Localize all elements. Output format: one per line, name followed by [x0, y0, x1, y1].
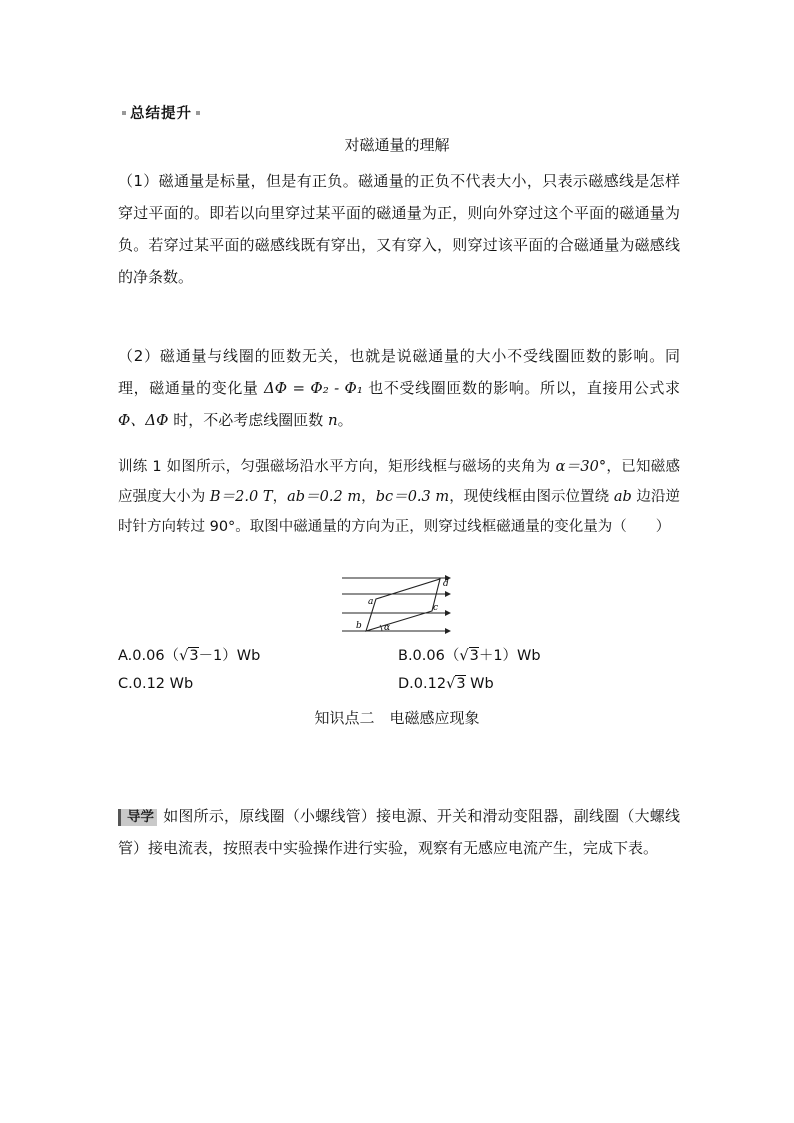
- summary-label: 总结提升: [130, 106, 192, 122]
- bc-length: bc＝0.3 m: [375, 489, 450, 505]
- option-text: ＋1）Wb: [478, 648, 541, 664]
- square-bullet-icon: [122, 111, 126, 115]
- sqrt-icon: √: [446, 676, 456, 692]
- option-text: C.0.12 Wb: [118, 676, 194, 692]
- turns-symbol: n: [327, 411, 338, 429]
- paragraph-text: 磁通量是标量，但是有正负。磁通量的正负不代表大小，只表示磁感线是怎样穿过平面的。即若以向里穿过某平面的磁通量为正，则向外穿过这个平面的磁通量为负。若穿过某平面的磁感线既有穿出，又有穿入，则穿过该平面的合磁通量为磁感线的净条数。: [118, 172, 680, 286]
- paragraph-number: （1）: [118, 172, 159, 190]
- exercise-text: ，现使线框由图示位置绕: [449, 489, 614, 505]
- option-text: B.0.06（: [398, 648, 460, 664]
- guide-badge: 导学: [118, 809, 157, 826]
- square-bullet-icon: [196, 111, 200, 115]
- coil-in-field-diagram: [340, 573, 455, 635]
- knowledge-point-title: 知识点二 电磁感应现象: [314, 709, 480, 727]
- exercise-text: 如图所示，匀强磁场沿水平方向，矩形线框与磁场的夹角为: [166, 459, 556, 475]
- exercise-text: 边沿逆时针方向转过 90°。取图中磁通量的方向为正，则穿过线框磁通量的变化量为（ ）: [118, 489, 681, 535]
- flux-change-formula: ΔΦ = Φ₂ - Φ₁: [263, 379, 363, 397]
- section-heading: 对磁通量的理解: [344, 136, 450, 154]
- radicand: 3: [189, 648, 199, 664]
- angle-value: α＝30°: [555, 459, 607, 475]
- exercise-label: 训练 1: [118, 459, 162, 475]
- paragraph-2: [118, 340, 680, 436]
- paragraph-text: 时，不必考虑线圈匝数: [168, 411, 328, 429]
- radicand: 3: [469, 648, 479, 664]
- option-b[interactable]: [398, 644, 541, 665]
- angle-label: α: [384, 623, 391, 633]
- paragraph-1: [118, 165, 680, 293]
- separator: ，: [361, 489, 376, 505]
- field-value: B＝2.0 T: [209, 489, 273, 505]
- guide-text: 如图所示，原线圈（小螺线管）接电源、开关和滑动变阻器，副线圈（大螺线管）接电流表，按照表中实验操作进行实验，观察有无感应电流产生，完成下表。: [118, 807, 680, 857]
- paragraph-text: 。: [337, 411, 353, 429]
- vertex-label-c: c: [433, 603, 439, 613]
- ab-length: ab＝0.2 m: [287, 489, 362, 505]
- guide-paragraph: [118, 800, 680, 864]
- radicand: 3: [456, 676, 466, 692]
- paragraph-text: 也不受线圈匝数的影响。所以，直接用公式求: [362, 379, 680, 397]
- option-text: D.0.12: [398, 676, 447, 692]
- summary-header: [118, 102, 204, 123]
- exercise-text: ，已知磁感应强度大小为: [118, 459, 681, 505]
- paragraph-number: （2）: [118, 347, 160, 365]
- vertex-label-a: a: [368, 597, 374, 607]
- separator: ，: [272, 489, 288, 505]
- paragraph-text: 磁通量与线圈的匝数无关，也就是说磁通量的大小不受线圈匝数的影响。同理，磁通量的变化量: [118, 347, 680, 397]
- flux-symbols: Φ、ΔΦ: [118, 411, 169, 429]
- vertex-label-d: d: [443, 579, 449, 589]
- option-text: A.0.06（: [118, 648, 180, 664]
- option-a[interactable]: [118, 644, 260, 665]
- exercise-1: [118, 452, 680, 542]
- option-c[interactable]: [118, 676, 193, 692]
- sqrt-icon: √: [179, 648, 189, 664]
- rectangular-coil: [366, 579, 440, 631]
- vertex-label-b: b: [356, 621, 362, 631]
- axis-label: ab: [613, 489, 632, 505]
- option-text: Wb: [465, 676, 494, 692]
- option-d[interactable]: [398, 676, 494, 692]
- option-text: －1）Wb: [198, 648, 261, 664]
- sqrt-icon: √: [459, 648, 469, 664]
